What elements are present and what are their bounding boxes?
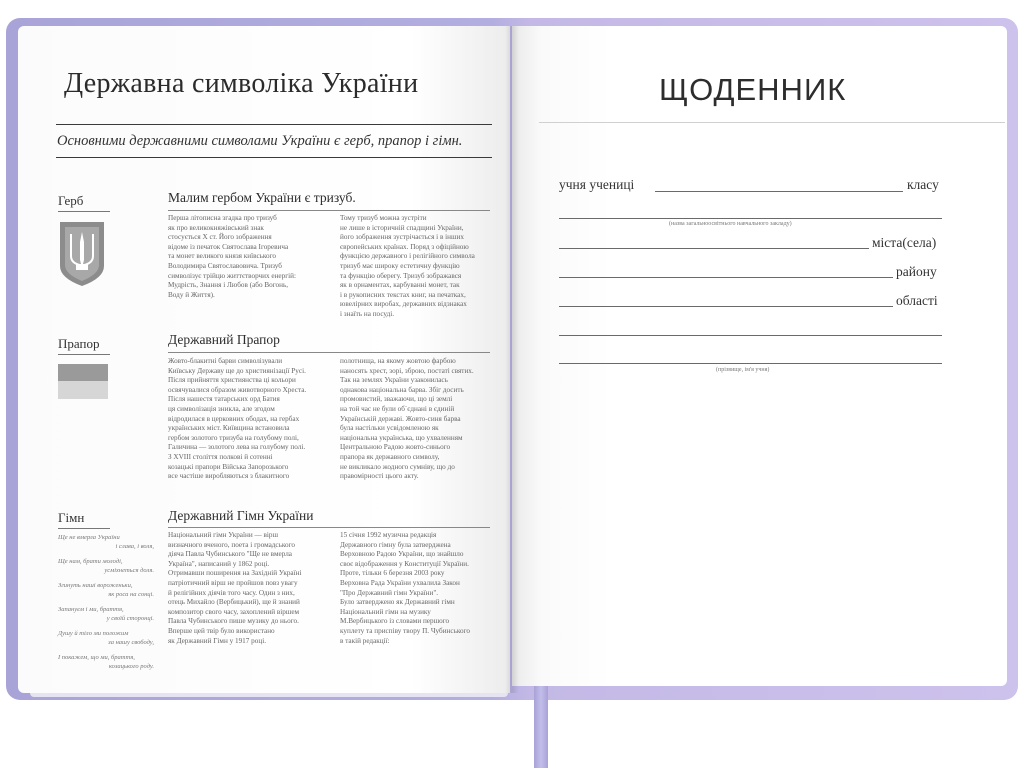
coat-of-arms-text-col1: Перша літописна згадка про тризуб як про великокняжівський знак стосується X ст. Його зображення відоме із печаток Святослава Ігоревича та монет великого князя київського Володимира Святославовича. Тризуб символізує трійцю життєтворчих енергій: Мудрість, Знання і Любов (або Вогонь, Воду й Життя). (168, 214, 296, 299)
section-heading-rule (168, 210, 490, 211)
coat-of-arms-text-col2: Тому тризуб можна зустріти не лише в історичній спадщині України, його зображення зустрічається і в інших європейських країнах. Поряд з офіційною функцією державного і релігійного символа тризуб має широку естетичну функцію та функцію оберегу. Тризуб зображався як в орнаментах, карбуванні монет, так і в рукописних текстах книг, на печатках, ювелірних виробах, державних відзнаках і знаїть на посуді. (340, 214, 475, 318)
section-heading-rule (168, 527, 490, 528)
flag-top-stripe (58, 364, 108, 381)
school-line[interactable] (559, 218, 942, 219)
bookmark-ribbon (534, 686, 548, 768)
page-subtitle: Основними державними символами України є герб, прапор і гімн. (57, 133, 463, 149)
section-heading-rule (168, 352, 490, 353)
section-heading-flag: Державний Прапор (168, 332, 280, 347)
section-label-rule (58, 211, 110, 212)
anthem-lyrics: Ще не вмерла України і слава, і воля, Ще нам, брати молоді, усміхнеться доля. Згинуть наші вороженьки, як роса на сонці. Запануєм і ми, браття, у своїй сторонці. Душу й тіло ми положим за нашу свободу, І покажем, що ми, браття, козацького роду. (58, 534, 154, 670)
spine-shadow (505, 26, 519, 693)
district-line[interactable] (559, 277, 893, 278)
section-label-rule (58, 528, 110, 529)
trident-emblem-icon (58, 220, 106, 288)
student-label: учня учениці (559, 177, 635, 192)
section-label-coat-of-arms: Герб (58, 193, 84, 208)
class-label: класу (907, 177, 939, 192)
section-heading-coat-of-arms: Малим гербом України є тризуб. (168, 190, 356, 205)
anthem-text-col2: 15 січня 1992 музична редакція Державного гімну була затверджена Верховною Радою України, що знайшло своє відображення у Конституції України. Проте, тільки 6 березня 2003 року Верховна Рада України ухвалила Закон "Про Державний гімн України". Було затверджено як Державний гімн Національний гімн на музику М.Вербицького із словами першого куплету та приспіву твору П. Чубинського в такій редакції: (340, 531, 470, 645)
city-label: міста(села) (872, 235, 937, 250)
flag-text-col1: Жовто-блакитні барви символізували Київську Державу ще до християнізації Русі. Після прийняття християнства ці кольори освячувалися образом животворного Хреста. Після нашестя татарських орд Батия ця символізація зникла, але згодом відродилася в церковних ободах, на гербах українських міст. Київщина встановила гербом золотого тризуба на голубому полі, Галичина — золотого лева на голубому полі. З XVIII століття полкові й сотенні козацькі прапори Війська Запорозького все частіше виробляються з блакитного (168, 357, 307, 481)
section-label-rule (58, 354, 110, 355)
right-page (512, 26, 1007, 686)
name-line-2[interactable] (559, 363, 942, 364)
section-label-flag: Прапор (58, 336, 100, 351)
district-label: району (896, 264, 937, 279)
page-title: Державна символіка України (64, 68, 419, 99)
flag-bottom-stripe (58, 381, 108, 399)
region-line[interactable] (559, 306, 893, 307)
section-heading-anthem: Державний Гімн України (168, 508, 314, 523)
region-label: області (896, 293, 938, 308)
page-edge (30, 693, 508, 697)
subtitle-rule (56, 157, 492, 158)
name-hint: (прізвище, ім'я учня) (716, 367, 770, 373)
title-rule-top (56, 124, 492, 125)
school-hint: (назва загальноосвітнього навчального закладу) (669, 221, 792, 227)
section-label-anthem: Гімн (58, 510, 85, 525)
anthem-text-col1: Національний гімн України — вірш визначного вченого, поета і громадського діяча Павла Чубинського "Ще не вмерла Україна", написаний у 1862 році. Отримавши поширення на Західній Україні патріотичний вірш не пройшов повз увагу й релігійних діячів того часу. Один з них, отець Михайло (Вербицький), ще й знаний композитор свого часу, захоплений віршем Павла Чубинського пише музику до нього. Вперше цей твір було використано як Державний Гімн у 1917 році. (168, 531, 302, 645)
title-rule (539, 122, 1005, 123)
flag-text-col2: полотнища, на якому жовтою фарбою наносять хрест, зорі, зброю, постаті святих. Так на землях України узаконилась однакова національна барва. Збіг досить промовистий, зважаючи, що ці землі на той час не були об`єднані в єдиній Українській державі. Жовто-синя барва була настільки усвідомленою як національна українська, що ухваленням Центральною Радою жовто-синього прапора як державного символу, не викликало жодного сумніву, що до правомірності цього акту. (340, 357, 474, 481)
diary-title: ЩОДЕННИК (659, 72, 847, 107)
city-line[interactable] (559, 248, 869, 249)
name-line-1[interactable] (559, 335, 942, 336)
student-line[interactable] (655, 191, 903, 192)
